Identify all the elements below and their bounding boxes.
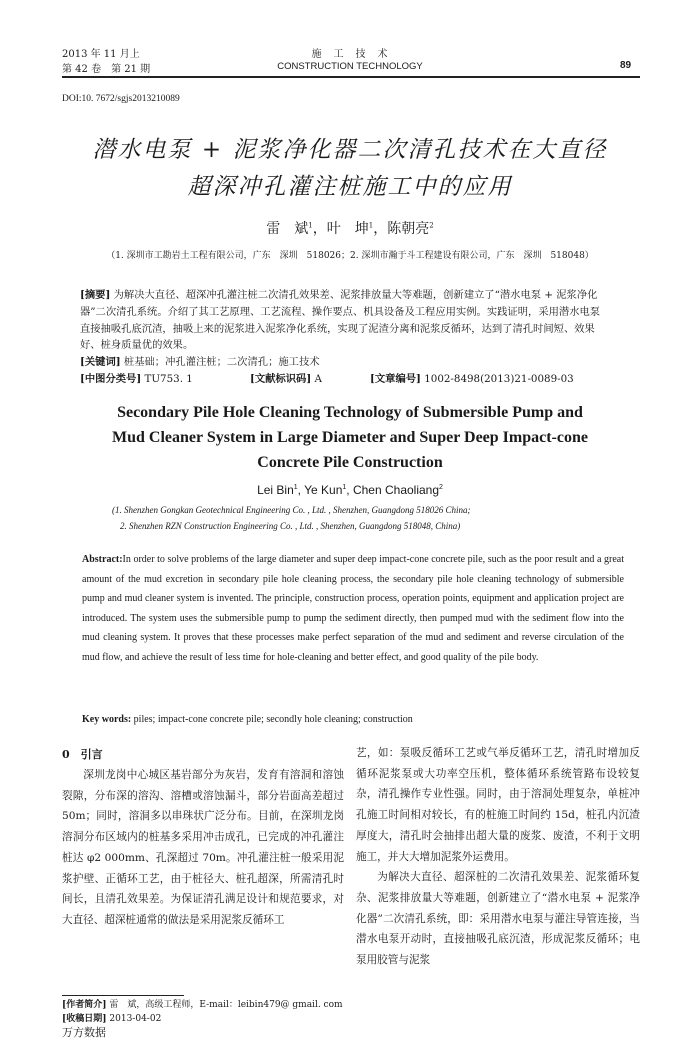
author-en-2: Ye Kun	[304, 483, 343, 497]
title-en-line2: Mud Cleaner System in Large Diameter and Super Deep Impact-cone	[112, 429, 588, 446]
title-en-line1: Secondary Pile Hole Cleaning Technology of Submersible Pump and	[117, 404, 583, 421]
page-number: 89	[620, 60, 632, 71]
intro-right-paragraph-1: 艺，如：泵吸反循环工艺或气举反循环工艺，清孔时增加反循环泥浆泵或大功率空压机，整体循环系统管路布设较复杂，清孔操作专业性强。同时，由于溶洞处理复杂，单桩冲孔施工时间相对较长，有的桩施工时间约 15d，桩孔内沉渣厚度大，清孔时会抽排出超大量的废浆、废渣，不利于文明施工，并大大增加泥浆外运费用。	[356, 747, 640, 863]
received-date: 2013-04-02	[109, 1014, 162, 1024]
abstract-en-label: Abstract:	[82, 554, 123, 565]
journal-name-cn: 施 工 技 术	[311, 49, 389, 60]
doi: DOI:10. 7672/sgjs2013210089	[62, 94, 180, 104]
footnote: [作者简介] 雷 斌，高级工程师，E-mail：leibin479@ gmail. com [收稿日期] 2013-04-02	[62, 1000, 343, 1024]
footnote-rule	[62, 995, 184, 996]
abstract-cn: [摘要] 为解决大直径、超深冲孔灌注桩二次清孔效果差、泥浆排放量大等难题，创新建立了“潜水电泵 + 泥浆净化 器”二次清孔系统。介绍了其工艺原理、工艺流程、操作要点、机具设备及工程应用实例。实践证明，采用潜水电泵 直接抽吸孔底沉渣，抽吸上来的泥浆进入泥浆净化系统，实现了泥渣分离和泥浆反循环，达到了清孔时间短、效果 好、桩身质量优的效果。 [关键词] 桩基础；冲孔灌注桩；二次清孔；施工技术 [中图分类号] TU753. 1 [文献标识码] A [文章编号] 1002-8498(2013)21-0089-03	[80, 289, 601, 385]
keywords-en-line	[82, 710, 624, 730]
affiliation-cn: （1. 深圳市工勘岩土工程有限公司，广东 深圳 518026；2. 深圳市瀚于斗工程建设有限公司，广东 深圳 518048）	[106, 251, 594, 261]
title-en-line3: Concrete Pile Construction	[257, 454, 443, 471]
journal-name-en: CONSTRUCTION TECHNOLOGY	[277, 61, 423, 72]
title-cn-line2: 超深冲孔灌注桩施工中的应用	[187, 174, 513, 200]
affiliation-en-line2: 2. Shenzhen RZN Construction Engineering Co. , Ltd. , Shenzhen, Guangdong 518048, China)	[120, 521, 461, 531]
keywords-en-label: Key words:	[82, 714, 132, 725]
intro-right-paragraph-2: 为解决大直径、超深桩的二次清孔效果差、泥浆循环复杂、泥浆排放量大等难题，创新建立了“潜水电泵 + 泥浆净化器”二次清孔系统，即：采用潜水电泵与灌注导管连接，当潜水电泵开动时，直接抽吸孔底沉渣，形成泥浆反循环；电泵用胶管与泥浆	[356, 871, 640, 967]
header-rule	[62, 76, 640, 78]
author-en-1: Lei Bin	[257, 483, 294, 497]
intro-left-column: 深圳龙岗中心城区基岩部分为灰岩，发育有溶洞和溶蚀裂隙，分布深的溶沟、溶槽或溶蚀漏斗，部分岩面高差超过 50m；同时，溶洞多以串珠状广泛分布。目前，在深圳龙岗溶洞分布区域内的桩基多采用冲击成孔，已完成的冲孔灌注桩达 φ2 000mm、孔深超过 70m。冲孔灌注桩一般采用泥浆护壁、正循环工艺，由于桩径大、桩孔超深，所需清孔时间长，且清孔效果差。为保证清孔满足设计和规范要求，对大直径、超深桩通常的做法是采用泥浆反循环工	[62, 769, 344, 926]
section-heading: 0 引言	[62, 748, 103, 761]
article-number: 1002-8498(2013)21-0089-03	[424, 372, 574, 385]
keywords-cn: 桩基础；冲孔灌注桩；二次清孔；施工技术	[123, 356, 320, 369]
keywords-cn-label: [关键词]	[80, 356, 121, 369]
watermark: 万方数据	[62, 1026, 106, 1039]
author-bio: 雷 斌，高级工程师，E-mail：leibin479@ gmail. com	[109, 1000, 343, 1010]
authors-en: Lei Bin$^1$, Ye Kun$^1$, Chen Chaoliang$^2$	[257, 483, 443, 497]
document-code: A	[314, 372, 322, 385]
issue-date: 2013 年 11 月上	[62, 49, 140, 60]
abstract-en: Abstract:In order to solve problems of the large diameter and super deep impact-cone concrete pile, such as the poor result and a great amount of the mud excretion in secondary pile hole cleaning process, the secondary pile hole cleaning technology of submersible pump and mud cleaner system is invented. The principle, construction process, operation points, equipment and application project are introduced. The system uses the submersible pump to pump the sediment directly, then pumped mud with the sediment flow into the mud cleaning system. It proves that these processes make perfect separation of the mud and sediment and reverse circulation of the mud flow, and achieve the result of less time for hole-cleaning and better effect, and good quality of the pile body.	[82, 554, 624, 663]
author-en-3: Chen Chaoliang	[352, 483, 440, 497]
affiliation-en-line1: (1. Shenzhen Gongkan Geotechnical Engineering Co. , Ltd. , Shenzhen, Guangdong 518026 China;	[112, 505, 471, 515]
author-cn-1: 雷 斌	[266, 221, 309, 237]
keywords-en: piles; impact-cone concrete pile; secondly hole cleaning; construction	[133, 714, 413, 725]
title-cn-line1: 潜水电泵 + 泥浆净化器二次清孔技术在大直径	[92, 137, 608, 163]
intro-right-column	[356, 743, 640, 971]
authors-cn: 雷 斌$^1$，叶 坤$^1$，陈朝亮$^2$	[266, 221, 434, 237]
author-cn-3: 陈朝亮	[387, 221, 430, 237]
clc-number: TU753. 1	[144, 372, 193, 385]
volume-issue: 第 42 卷 第 21 期	[62, 64, 151, 75]
author-cn-2: 叶 坤	[326, 221, 369, 237]
abstract-cn-label: [摘要]	[80, 289, 111, 301]
